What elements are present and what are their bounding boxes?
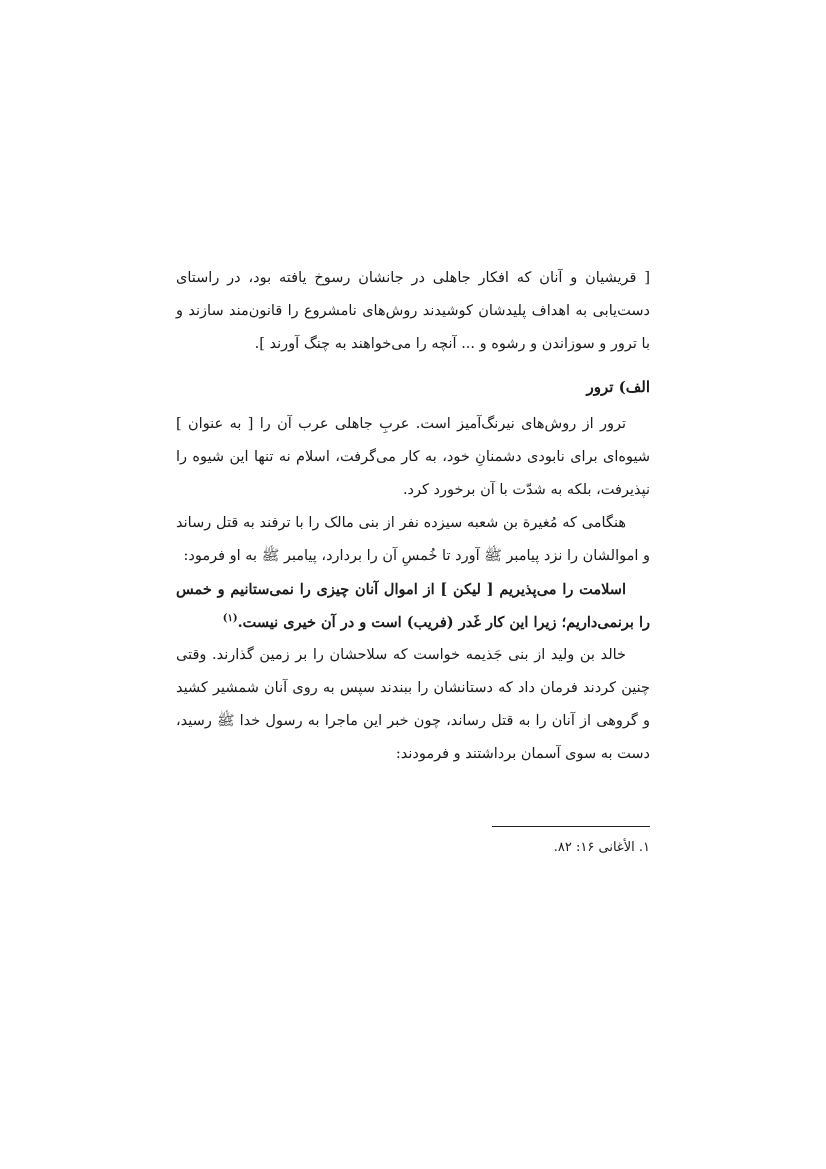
prophet-quote-text: اسلامت را می‌پذیریم [ لیکن ] از اموال آنان چیزی را نمی‌ستانیم و خمس را برنمی‌داریم؛ زیرا این کار غَدر (فریب) است و در آن خیری نیست. [176, 581, 650, 631]
paragraph-terror-definition: ترور از روش‌های نیرنگ‌آمیز است. عربِ جاهلی عرب آن را [ به عنوان ] شیوه‌ای برای نابودی دشمنانِ خود، به کار می‌گرفت، اسلام نه تنها این شیوه را نپذیرفت، بلکه به شدّت با آن برخورد کرد. [176, 416, 650, 498]
footnote-reference: (۱) [222, 613, 238, 625]
paragraph-mughira: هنگامی که مُغیرة بن شعبه سیزده نفر از بنی مالک را با ترفند به قتل رساند و اموالشان را نزد پیامبر ﷺ آورد تا خُمسِ آن را بردارد، پیامبر ﷺ به او فرمود: [176, 515, 650, 564]
page-body [176, 262, 650, 771]
prophet-quote [176, 573, 650, 639]
paragraph-khalid: خالد بن ولید از بنی جَذیمه خواست که سلاحشان را بر زمین گذارند. وقتی چنین کردند فرمان داد که دستانشان را ببندند سپس به روی آنان شمشیر کشید و گروهی از آنان را به قتل رساند، چون خبر این ماجرا به رسول خدا ﷺ رسید، دست به سوی آسمان برداشتند و فرمودند: [176, 647, 650, 762]
intro-paragraph: [ قریشیان و آنان که افکار جاهلی در جانشان رسوخ یافته بود، در راستای دست‌یابی به اهداف پلیدشان کوشیدند روش‌های نامشروع را قانون‌مند سازند و با ترور و سوزاندن و رشوه و ... آنچه را می‌خواهند به چنگ آورند ]. [176, 270, 650, 352]
section-heading: الف) ترور [586, 378, 650, 396]
footnote: ۱. الأغانی ۱۶: ۸۲. [553, 840, 650, 855]
footnote-divider [492, 826, 650, 827]
